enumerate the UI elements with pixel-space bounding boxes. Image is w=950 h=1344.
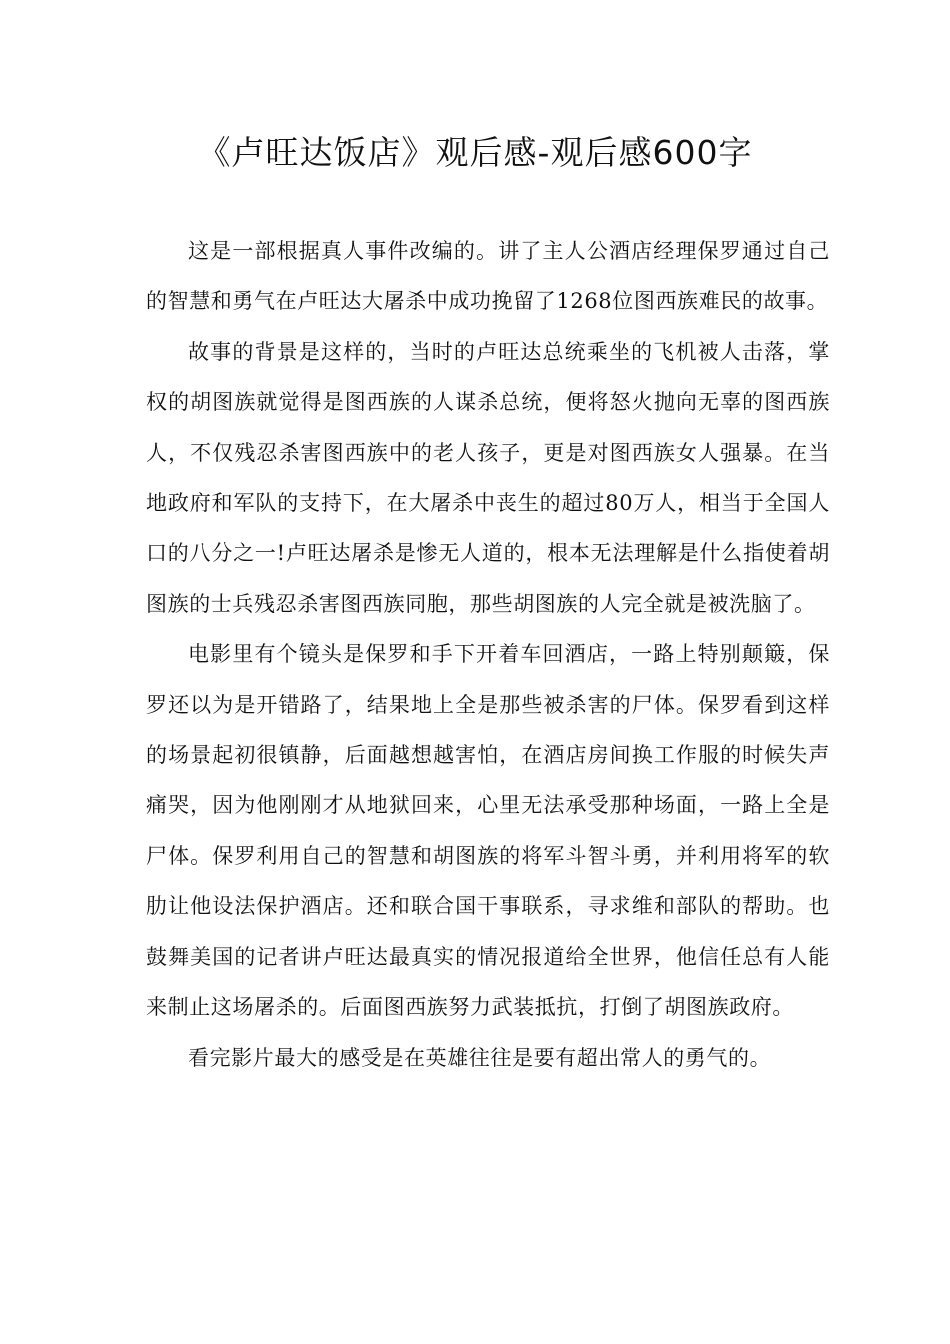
paragraph: 看完影片最大的感受是在英雄往往是要有超出常人的勇气的。 [188, 1045, 772, 1070]
paragraph: 故事的背景是这样的，当时的卢旺达总统乘坐的飞机被人击落，掌权的胡图族就觉得是图西族的人谋杀总统，便将怒火抛向无辜的图西族人，不仅残忍杀害图西族中的老人孩子，更是对图西族女人强暴。在当地政府和军队的支持下，在大屠杀中丧生的超过80万人，相当于全国人口的八分之一!卢旺达屠杀是惨无人道的，根本无法理解是什么指使着胡图族的士兵残忍杀害图西族同胞，那些胡图族的人完全就是被洗脑了。 [146, 339, 830, 616]
document-body [146, 226, 830, 1083]
paragraph: 电影里有个镜头是保罗和手下开着车回酒店，一路上特别颠簸，保罗还以为是开错路了，结果地上全是那些被杀害的尸体。保罗看到这样的场景起初很镇静，后面越想越害怕，在酒店房间换工作服的时候失声痛哭，因为他刚刚才从地狱回来，心里无法承受那种场面，一路上全是尸体。保罗利用自己的智慧和胡图族的将军斗智斗勇，并利用将军的软肋让他设法保护酒店。还和联合国干事联系，寻求维和部队的帮助。也鼓舞美国的记者讲卢旺达最真实的情况报道给全世界，他信任总有人能来制止这场屠杀的。后面图西族努力武装抵抗，打倒了胡图族政府。 [146, 642, 830, 1020]
document-title: 《卢旺达饭店》观后感-观后感600字 [197, 133, 753, 172]
paragraph: 这是一部根据真人事件改编的。讲了主人公酒店经理保罗通过自己的智慧和勇气在卢旺达大屠杀中成功挽留了1268位图西族难民的故事。 [146, 239, 830, 314]
